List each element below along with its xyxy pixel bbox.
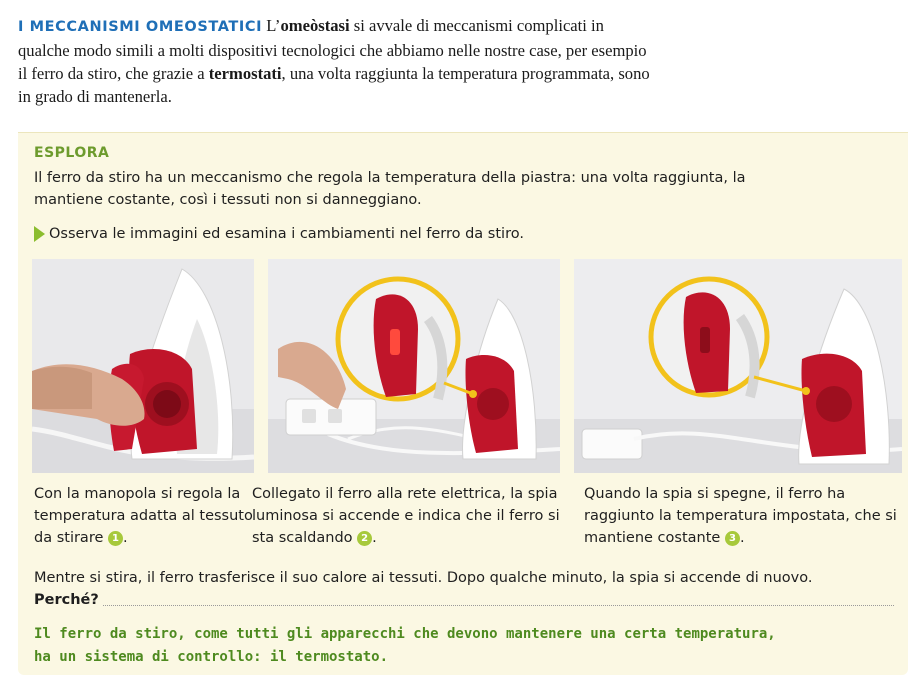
caption-2-text: Collegato il ferro alla rete elettrica, la spia luminosa si accende e indica che il ferro si sta scaldando bbox=[252, 486, 560, 546]
answer-line-1: Il ferro da stiro, come tutti gli apparecchi che devono mantenere una certa temperatura, bbox=[34, 626, 776, 642]
instruction bbox=[34, 223, 524, 245]
number-badge-2: 2 bbox=[357, 531, 372, 546]
caption-2-end: . bbox=[372, 530, 377, 546]
dotted-answer-line bbox=[103, 605, 894, 606]
caption-3-text: Quando la spia si spegne, il ferro ha raggiunto la temperatura impostata, che si mantiene costante bbox=[584, 486, 897, 546]
answer-text bbox=[34, 623, 894, 669]
caption-1-text: Con la manopola si regola la temperatura adatta al tessuto da stirare bbox=[34, 486, 253, 546]
section-title: I MECCANISMI OMEOSTATICI bbox=[18, 19, 263, 35]
esplora-heading: ESPLORA bbox=[34, 145, 110, 161]
number-badge-3: 3 bbox=[725, 531, 740, 546]
caption-3 bbox=[584, 483, 904, 549]
photo-plugging-in bbox=[268, 259, 560, 473]
explanation-text: Il ferro da stiro ha un meccanismo che regola la temperatura della piastra: una volta raggiunta, la mantiene costante, così i tessuti non si danneggiano. bbox=[34, 170, 746, 208]
answer-line bbox=[34, 589, 894, 611]
arrow-icon bbox=[34, 226, 45, 242]
term-termostati: termostati bbox=[208, 64, 282, 83]
answer-line-2: ha un sistema di controllo: il termostato. bbox=[34, 649, 389, 665]
number-badge-1: 1 bbox=[108, 531, 123, 546]
intro-text-1: L’ bbox=[262, 16, 281, 35]
question-block bbox=[34, 567, 894, 611]
question-text: Mentre si stira, il ferro trasferisce il suo calore ai tessuti. Dopo qualche minuto, la spia si accende di nuovo. bbox=[34, 570, 813, 586]
caption-1-end: . bbox=[123, 530, 128, 546]
intro-text-2: si avvale di meccanismi complicati in qualche modo simili a molti dispositivi tecnologici che abbiamo nelle nostre case, per esempio il ferro da stiro, che grazie a bbox=[18, 16, 647, 83]
photo-indicator-off bbox=[574, 259, 902, 473]
photo-dial bbox=[32, 259, 254, 473]
caption-1 bbox=[34, 483, 264, 549]
perche-label: Perché? bbox=[34, 592, 99, 608]
esplora-box bbox=[18, 132, 908, 675]
instruction-text: Osserva le immagini ed esamina i cambiamenti nel ferro da stiro. bbox=[49, 226, 524, 242]
intro-text-3: , una volta raggiunta la temperatura programmata, sono in grado di mantenerla. bbox=[18, 64, 650, 106]
term-omeostasi: omeòstasi bbox=[280, 16, 350, 35]
intro-paragraph bbox=[18, 14, 658, 108]
caption-3-end: . bbox=[739, 530, 745, 546]
caption-2 bbox=[252, 483, 582, 549]
